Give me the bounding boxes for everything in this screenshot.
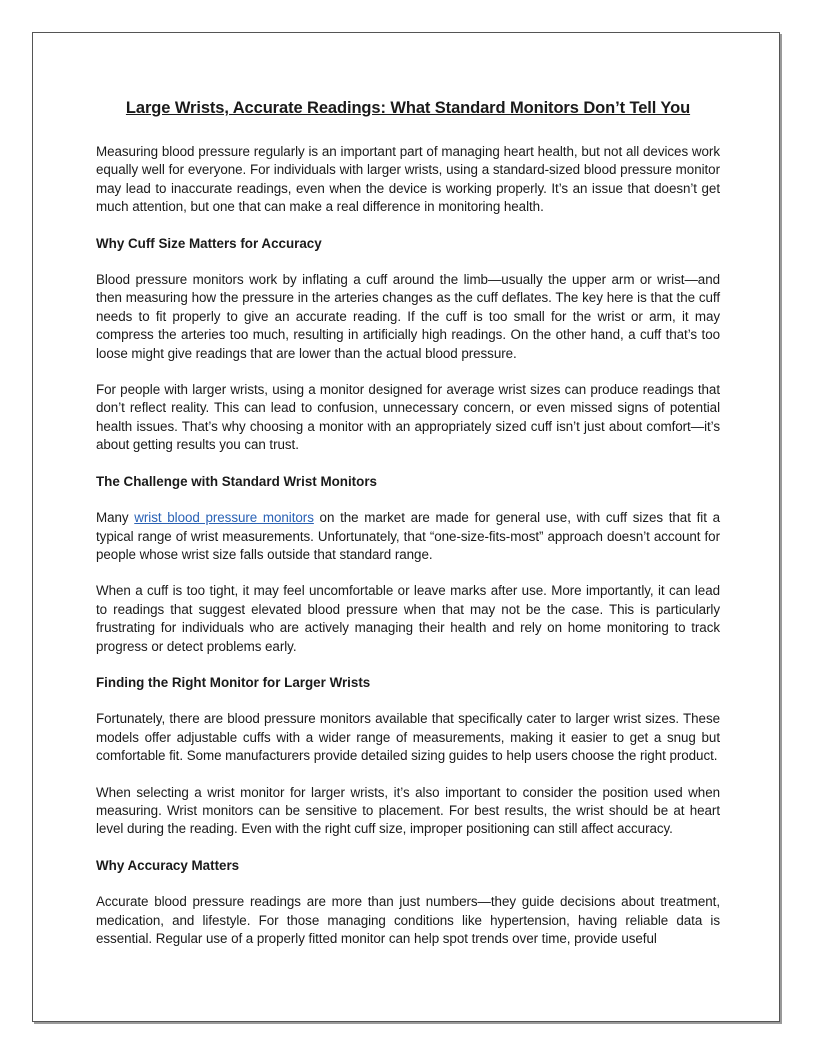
standard-monitors-paragraph-1 (96, 509, 720, 564)
accuracy-paragraph-1: Accurate blood pressure readings are more than just numbers—they guide decisions about treatment, medication, and lifestyle. For those managing conditions like hypertension, having reliable data is essential. Regular use of a properly fitted monitor can help spot trends over time, provide useful (96, 894, 720, 946)
standard-monitors-text-after-link: on the market are made for general use, with cuff sizes that fit a typical range of wrist measurements. Unfortunately, that “one-size-fits-most” approach doesn’t account for people whose wrist size falls outside that standard range. (96, 510, 720, 562)
right-monitor-paragraph-1: Fortunately, there are blood pressure monitors available that specifically cater to larger wrist sizes. These models offer adjustable cuffs with a wider range of measurements, making it easier to get a snug but comfortable fit. Some manufacturers provide detailed sizing guides to help users choose the right product. (96, 711, 720, 764)
section-heading-standard-monitors: The Challenge with Standard Wrist Monitors (96, 473, 377, 489)
document-body (96, 97, 720, 966)
cuff-size-paragraph-2: For people with larger wrists, using a monitor designed for average wrist sizes can produce readings that don’t reflect reality. This can lead to confusion, unnecessary concern, or even missed signs of potential health issues. That’s why choosing a monitor with an appropriately sized cuff isn’t just about comfort—it’s about getting results you can trust. (96, 382, 720, 453)
standard-monitors-paragraph-2: When a cuff is too tight, it may feel uncomfortable or leave marks after use. More importantly, it can lead to readings that suggest elevated blood pressure when that may not be the case. This is particularly frustrating for individuals who are actively managing their health and rely on home monitoring to track progress or detect problems early. (96, 583, 720, 654)
right-monitor-paragraph-2: When selecting a wrist monitor for larger wrists, it’s also important to consider the position used when measuring. Wrist monitors can be sensitive to placement. For best results, the wrist should be at heart level during the reading. Even with the right cuff size, improper positioning can still affect accuracy. (96, 784, 720, 837)
standard-monitors-text-before-link: Many (96, 510, 135, 526)
section-heading-right-monitor: Finding the Right Monitor for Larger Wrists (96, 674, 371, 690)
cuff-size-paragraph-1: Blood pressure monitors work by inflating a cuff around the limb—usually the upper arm or wrist—and then measuring how the pressure in the arteries changes as the cuff deflates. The key here is that the cuff needs to fit properly to give an accurate reading. If the cuff is too small for the wrist or arm, it may compress the arteries too much, resulting in artificially high readings. On the other hand, a cuff that’s too loose might give readings that are lower than the actual blood pressure. (96, 272, 720, 361)
wrist-monitors-link[interactable]: wrist blood pressure monitors (134, 510, 314, 526)
section-heading-cuff-size: Why Cuff Size Matters for Accuracy (96, 235, 322, 251)
intro-paragraph: Measuring blood pressure regularly is an important part of managing heart health, but not all devices work equally well for everyone. For individuals with larger wrists, using a standard-sized blood pressure monitor may lead to inaccurate readings, even when the device is working properly. It’s an issue that doesn’t get much attention, but one that can make a real difference in monitoring health. (96, 144, 720, 215)
section-heading-accuracy: Why Accuracy Matters (96, 857, 240, 873)
page-title: Large Wrists, Accurate Readings: What Standard Monitors Don’t Tell You (125, 99, 691, 117)
